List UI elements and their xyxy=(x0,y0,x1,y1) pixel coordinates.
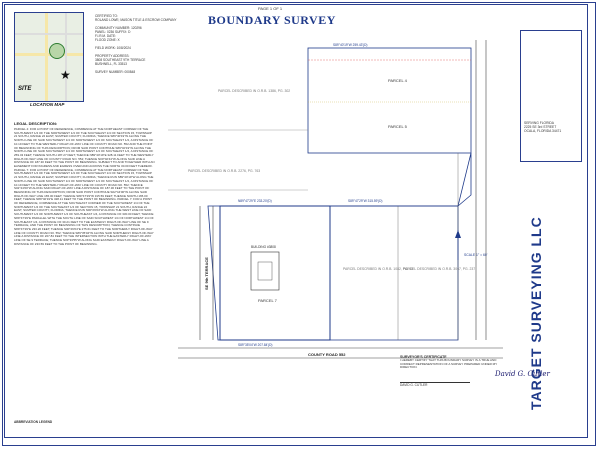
parcel-7-subject xyxy=(220,206,330,340)
north-arrow-icon xyxy=(455,230,461,238)
cert-line: BUSHNELL, FL 33513 xyxy=(95,62,127,66)
parcel-desc-bottom-right-2: PARCEL DESCRIBED IN O.R.B. 3067, PG. 237 xyxy=(403,267,476,271)
parcel-desc-bottom-right-1: PARCEL DESCRIBED IN O.R.B. 1082, PG. 93 xyxy=(343,267,414,271)
address-line: OCALA, FLORIDA 34471 xyxy=(524,129,562,133)
address-line: SERVING FLORIDA xyxy=(524,121,554,125)
company-address xyxy=(524,121,561,133)
address-line: 2225 SE 3rd STREET xyxy=(524,125,557,129)
mid-bearing-2: N89°47'29"E 233.20'(D) xyxy=(238,199,272,203)
map-road xyxy=(15,33,83,35)
cert-line: 3808 SOUTHEAST 9TH TERRACE xyxy=(95,58,146,62)
surveyor-certificate xyxy=(400,355,500,387)
page-title: BOUNDARY SURVEY xyxy=(208,13,336,27)
cert-line: F.I.R.M. DATE: xyxy=(95,34,117,38)
building-label: BUILDING #3808 xyxy=(251,245,276,249)
mid-bearing: S89°47'29"W 315.59'(D) xyxy=(348,199,383,203)
cert-line: FLOOD ZONE: X xyxy=(95,38,120,42)
abbreviation-legend-title: ABBREVIATION LEGEND xyxy=(14,420,53,424)
site-label: SITE xyxy=(18,86,32,92)
surveyor-cert-title: SURVEYOR'S CERTIFICATE xyxy=(400,355,447,359)
surveyor-name-line: DAVID G. CUTLER xyxy=(400,382,470,387)
top-bearing: S89°40'19"W 259.43'(D) xyxy=(333,43,368,47)
surveyor-signature: David G. Cutler xyxy=(495,370,550,378)
cert-line: ROLAND LOWE; MASON TITLE & ESCROW COMPANY xyxy=(95,18,177,22)
legal-description-title: LEGAL DESCRIPTION: xyxy=(14,121,58,126)
scale-label: SCALE 1" = 60' xyxy=(464,253,488,257)
map-road xyxy=(45,13,48,101)
cert-line: CERTIFIED TO: xyxy=(95,14,118,18)
page-number: PAGE 1 OF 1 xyxy=(258,6,283,11)
map-park xyxy=(49,43,65,59)
parcel-desc-top-left: PARCEL DESCRIBED IN O.R.B. 1386, PG. 302 xyxy=(218,89,291,93)
cert-line: SURVEY NUMBER: 000848 xyxy=(95,70,136,74)
cert-line: COMMUNITY NUMBER: 120296 xyxy=(95,26,142,30)
parcel-desc-mid-left: PARCEL DESCRIBED IN O.R.B. 2276, PG. 763 xyxy=(188,169,261,173)
building-footprint xyxy=(251,252,279,290)
parcel-4-boundary xyxy=(308,48,471,153)
location-map-caption: LOCATION MAP xyxy=(30,102,65,107)
road-label: COUNTY ROAD 552 xyxy=(308,352,346,357)
bottom-bearing: S89°35'04"W 207.84'(D) xyxy=(238,343,273,347)
cert-line: PROPERTY ADDRESS: xyxy=(95,54,130,58)
cert-line: FIELD WORK: 10/8/2024 xyxy=(95,46,131,50)
parcel-5-label: PARCEL 5 xyxy=(388,124,407,129)
surveyor-cert-text: I HEREBY CERTIFY THAT THIS BOUNDARY SURVEY IS A TRUE AND CORRECT REPRESENTATION OF A SURVEY PREPARED UNDER MY DIRECTION. xyxy=(400,358,498,370)
site-star-icon: ★ xyxy=(60,68,71,82)
company-info-block xyxy=(520,30,582,162)
street-label: SE 9th TERRACE xyxy=(204,257,209,290)
survey-drawing xyxy=(158,40,503,360)
parcel-7-label: PARCEL 7 xyxy=(258,298,277,303)
legal-description-text: PARCEL 4: FOR A POINT OF REFERENCE, COMMENCE AT THE NORTHEAST CORNER OF THE SOUTHWEST 1/4 OF THE NORTHWEST 1/4 OF THE SOUTHEAST 1/4 OF SECTION 15, TOWNSHIP 21 SOUTH, RANGE 22 EAST, SUMTER COUNTY, FLORIDA; THENCE S89°40'19"W ALONG THE NORTH LINE OF SAID SOUTHWEST 1/4 OF NORTHWEST 1/4 OF SOUTHEAST 1/4, A DISTANCE OF 10.19 FEET TO THE WESTERLY RIGHT-OF-WAY LINE OF COUNTY ROAD NO. 552 AND THE POINT OF BEGINNING OF THIS DESCRIPTION; FROM SAID POINT CONTINUE S89°40'19"W ALONG THE NORTH LINE OF SAID SOUTHWEST 1/4 OF NORTHWEST 1/4 OF SOUTHEAST 1/4, A DISTANCE OF 259.43 FEET; THENCE SOUTH 187.27 FEET; THENCE N89°40'19"E 328.11 FEET TO THE WESTERLY RIGHT-OF-WAY LINE OF COUNTY ROAD NO. 552; THENCE N00°02'44"W ALONG SAID LINE A DISTANCE OF 187.30 FEET TO THE POINT OF BEGINNING. SUBJECT TO AND TOGETHER WITH AN EASEMENT FOR INGRESS AND EGRESS OVER AND ACROSS THE NORTH 30.00 FEET THEREOF. PARCEL 7: FOR A POINT OF REFERENCE, COMMENCE AT THE NORTHEAST CORNER OF THE SOUTHWEST 1/4 OF THE NORTHWEST 1/4 OF THE SOUTHEAST 1/4 OF SECTION 15, TOWNSHIP 21 SOUTH, RANGE 22 EAST, SUMTER COUNTY, FLORIDA; THENCE RUN S89°40'19"W ALONG THE NORTH LINE OF SAID SOUTHWEST 1/4 OF NORTHWEST 1/4 OF SOUTHEAST 1/4, A DISTANCE OF 10.19 FEET TO THE WESTERLY RIGHT-OF-WAY LINE OF COUNTY ROAD NO. 552; THENCE S02°44'00"W ALONG SAID RIGHT-OF-WAY LINE A DISTANCE OF 187.30 FEET TO THE POINT OF BEGINNING OF THIS DESCRIPTION; FROM SAID POINT CONTINUE S02°44'00"W ALONG SAID RIGHT-OF-WAY LINE 165.00 FEET; THENCE S89°47'29"W 315.59 FEET; THENCE NORTH 165.00 FEET; THENCE N89°40'19"E 328.11 FEET TO THE POINT OF BEGINNING. PARCEL 7: FOR A POINT OF REFERENCE, COMMENCE AT THE SOUTHEAST CORNER OF THE SOUTHWEST 1/4 OF THE NORTHWEST 1/4 OF THE SOUTHEAST 1/4 OF SECTION 15, TOWNSHIP 21 SOUTH, RANGE 22 EAST, SUMTER COUNTY, FLORIDA; THENCE RUN N00°29'04"W ALONG THE WEST LINE OF SAID SOUTHWEST 1/4 OF NORTHWEST 1/4 OF SOUTHEAST 1/4, A DISTANCE OF 330.00 FEET; THENCE N89°47'29"E PARALLEL WITH THE SOUTH LINE OF SAID SOUTHWEST 1/4 OF NORTHWEST 1/4 OF SOUTHEAST 1/4, A DISTANCE OF 30.21 FEET TO THE EASTERLY RIGHT-OF-WAY LINE OF SE 9 TERRACE, AND THE POINT OF BEGINNING OF THIS DESCRIPTION; THENCE CONTINUE N89°47'29"E 233.20 FEET; THENCE S00°29'04"E 275.61 FEET TO THE NORTHERLY RIGHT-OF-WAY LINE OF COUNTY ROAD NO. 552; THENCE S89°35'04"W ALONG SAID NORTHERLY RIGHT-OF-WAY LINE A DISTANCE OF 207.84 FEET TO THE INTERSECTION WITH THE EASTERLY RIGHT-OF-WAY LINE OF SE 9 TERRACE; THENCE N03°33'55"W ALONG SAID EASTERLY RIGHT-OF-WAY LINE A DISTANCE OF 233.59 FEET TO THE POINT OF BEGINNING. xyxy=(14,128,155,246)
parcel-7-boundary xyxy=(208,153,471,340)
company-logo: TARGET SURVEYING LLC xyxy=(528,216,544,410)
cert-line: PANEL: 0236 SUFFIX: D xyxy=(95,30,131,34)
map-road xyxy=(65,13,67,101)
parcel-4-label: PARCEL 4 xyxy=(388,78,407,83)
